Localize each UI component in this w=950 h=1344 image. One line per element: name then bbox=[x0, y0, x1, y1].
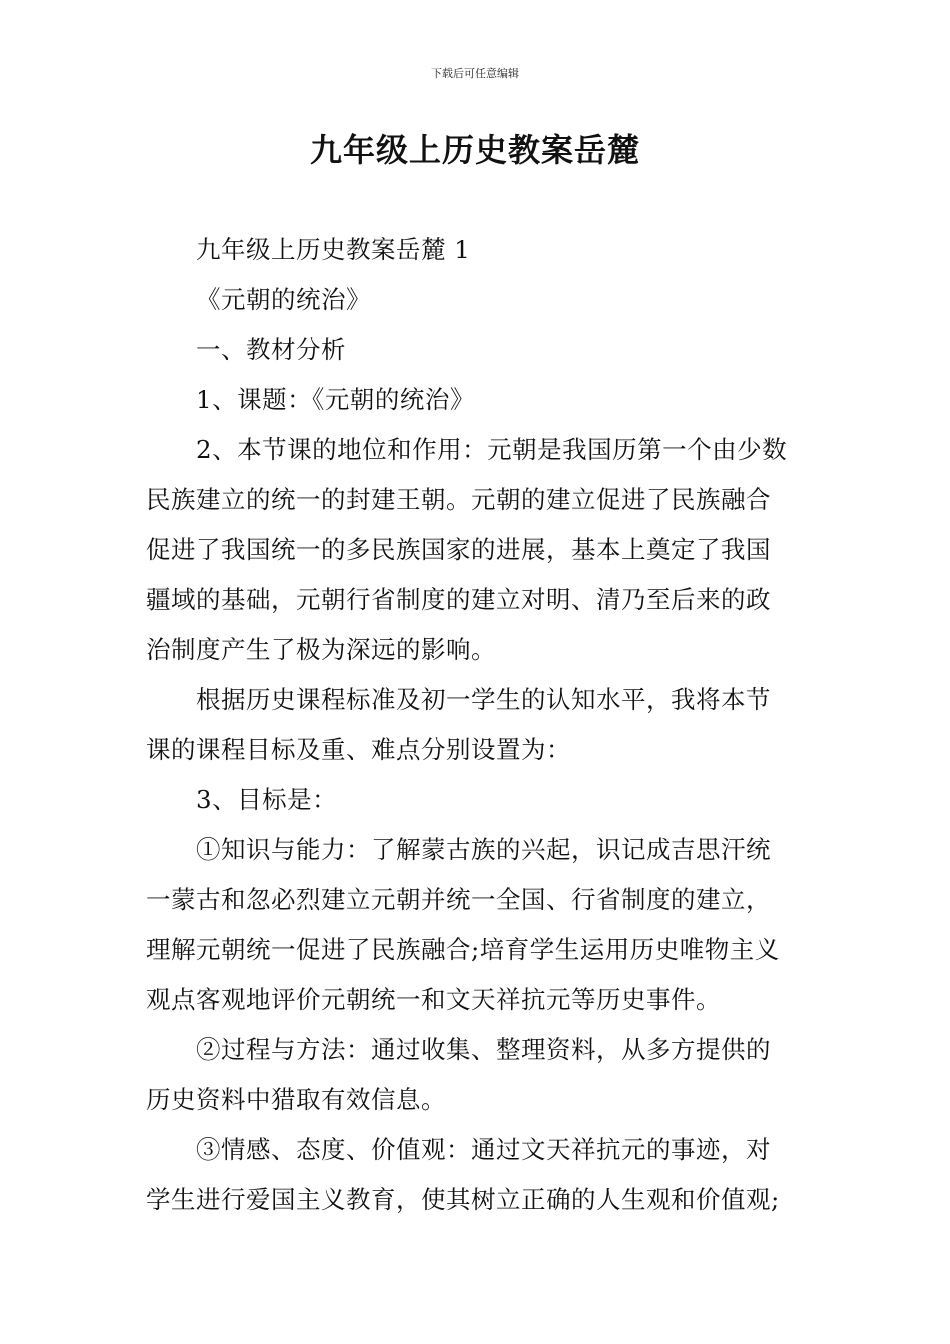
body-line: ①知识与能力：了解蒙古族的兴起，识记成吉思汗统 bbox=[196, 835, 771, 864]
body-line: 促进了我国统一的多民族国家的进展，基本上奠定了我国 bbox=[146, 535, 771, 564]
document-title: 九年级上历史教案岳麓 bbox=[309, 131, 640, 169]
body-line: 《元朝的统治》 bbox=[196, 285, 371, 314]
body-line: ②过程与方法：通过收集、整理资料，从多方提供的 bbox=[196, 1035, 771, 1064]
body-line: 根据历史课程标准及初一学生的认知水平，我将本节 bbox=[196, 685, 771, 714]
body-line: 观点客观地评价元朝统一和文天祥抗元等历史事件。 bbox=[146, 985, 721, 1014]
header-note: 下载后可任意编辑 bbox=[431, 67, 519, 80]
body-line: 一、教材分析 bbox=[196, 335, 346, 364]
body-line: 学生进行爱国主义教育，使其树立正确的人生观和价值观; bbox=[146, 1185, 780, 1214]
body-line: 疆域的基础，元朝行省制度的建立对明、清乃至后来的政 bbox=[146, 585, 771, 614]
body-line: 历史资料中猎取有效信息。 bbox=[146, 1085, 446, 1114]
body-line: 1、课题：《元朝的统治》 bbox=[196, 385, 475, 414]
body-line: 民族建立的统一的封建王朝。元朝的建立促进了民族融合 bbox=[146, 485, 771, 514]
body-line: 治制度产生了极为深远的影响。 bbox=[146, 635, 496, 664]
body-line: 一蒙古和忽必烈建立元朝并统一全国、行省制度的建立， bbox=[146, 885, 771, 914]
body-line: 课的课程目标及重、难点分别设置为： bbox=[146, 735, 571, 764]
body-line: 2、本节课的地位和作用：元朝是我国历第一个由少数 bbox=[196, 435, 788, 464]
body-line: 3、目标是： bbox=[196, 785, 338, 814]
document-body bbox=[146, 225, 806, 1225]
body-line: 九年级上历史教案岳麓 1 bbox=[196, 235, 471, 264]
body-line: 理解元朝统一促进了民族融合;培育学生运用历史唯物主义 bbox=[146, 935, 780, 964]
body-line: ③情感、态度、价值观：通过文天祥抗元的事迹，对 bbox=[196, 1135, 771, 1164]
